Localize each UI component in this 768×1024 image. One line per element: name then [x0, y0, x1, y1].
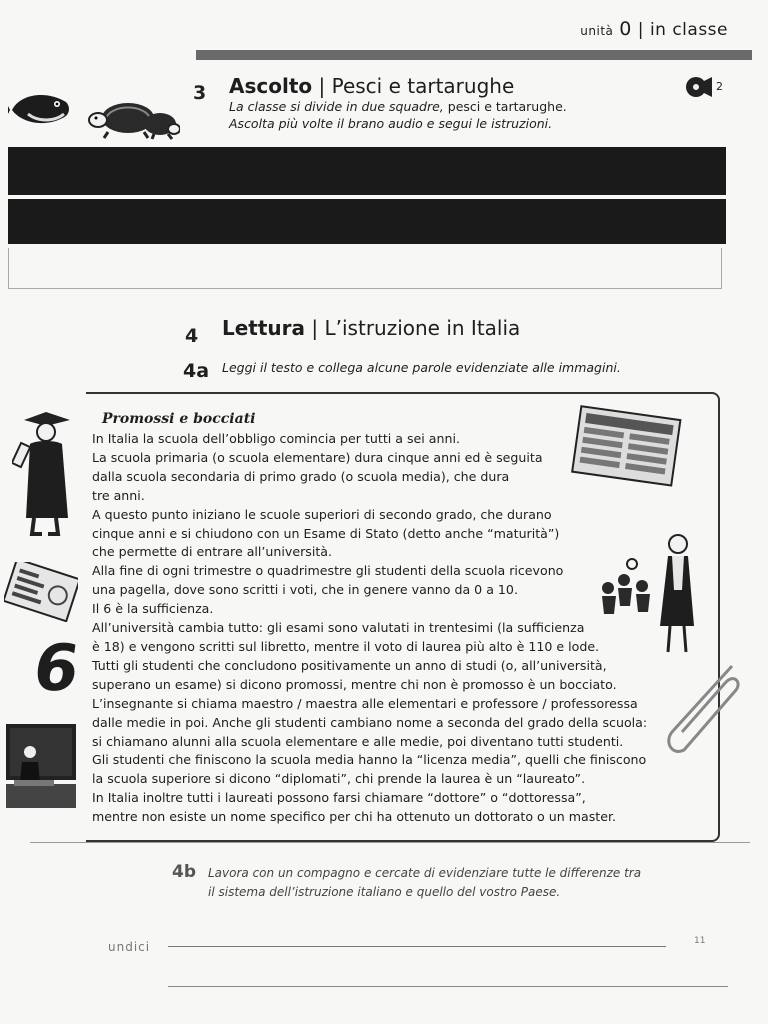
reading-line: All’università cambia tutto: gli esami sono valutati in trentesimi (la sufficienza	[92, 620, 585, 636]
reading-line: dalle medie in poi. Anche gli studenti cambiano nome a seconda del grado della scuola:	[92, 714, 648, 730]
reading-line: tre anni.	[92, 487, 145, 503]
section-4-title	[222, 316, 520, 340]
big-grade-six: 6	[28, 632, 84, 706]
audio-cd-icon	[684, 75, 714, 99]
reading-line: A questo punto iniziano le scuole superiori di secondo grado, che durano	[92, 506, 552, 522]
section-4a-instruction	[222, 360, 621, 375]
header-rule	[196, 50, 752, 60]
reading-line: Gli studenti che finiscono la scuola media hanno la “licenza media”, quelli che finiscono	[92, 752, 647, 768]
section-4-title-bold: Lettura	[222, 316, 306, 340]
paperclip-illustration	[662, 660, 742, 764]
reading-line: La scuola primaria (o scuola elementare) dura cinque anni ed è seguita	[92, 449, 543, 465]
reading-line: Il 6 è la sufficienza.	[92, 601, 214, 617]
reading-line: Tutti gli studenti che concludono positivamente un anno di studi (o, all’università,	[92, 657, 607, 673]
reading-title: Promossi e bocciati	[102, 411, 256, 427]
section-3-title-rest: Pesci e tartarughe	[331, 74, 515, 98]
section-4-number: 4	[185, 325, 199, 347]
reading-line: che permette di entrare all’università.	[92, 544, 332, 560]
fish-illustration	[8, 84, 74, 134]
reading-line: mentre non esiste un nome specifico per chi ha ottenuto un dottorato o un master.	[92, 809, 616, 825]
footer-page-word: undici	[108, 940, 151, 954]
section-3-title-bold: Ascolto	[229, 74, 313, 98]
section-4a-instruction-text: Leggi il testo e collega alcune parole evidenziate alle immagini.	[222, 360, 621, 375]
reading-line: L’insegnante si chiama maestro / maestra alle elementari e professore / professoressa	[92, 695, 638, 711]
reading-line: superano un esame) si dicono promossi, mentre chi non è promosso è un bocciato.	[92, 676, 617, 692]
footer-page-number: 11	[694, 936, 706, 946]
empty-frame	[8, 248, 722, 289]
reading-line: In Italia la scuola dell’obbligo comincia per tutti a sei anni.	[92, 431, 460, 446]
section-4b-instruction	[208, 864, 678, 902]
reading-line: la scuola superiore si dicono “diplomati”, chi prende la laurea è un “laureato”.	[92, 771, 586, 787]
instruction-line-2: Ascolta più volte il brano audio e segui le istruzioni.	[229, 116, 553, 131]
section-3-title	[229, 74, 514, 98]
unit-word: unità	[580, 24, 614, 38]
instruction-line-1-italic: La classe si divide in due squadre,	[229, 99, 444, 114]
reading-line: si chiamano alunni alla scuola elementare e alle medie, poi diventano tutti studenti.	[92, 733, 624, 749]
instruction-line-1-plain: pesci e tartarughe.	[447, 99, 567, 114]
section-4b-number: 4b	[172, 862, 196, 882]
classroom-teacher-illustration	[4, 722, 80, 814]
section-3-instructions	[229, 98, 567, 132]
section-4b-line-1: Lavora con un compagno e cercate di evidenziare tutte le differenze tra	[208, 866, 642, 880]
section-divider	[30, 842, 750, 843]
footer-rule	[168, 986, 728, 987]
footer-rule	[168, 946, 666, 947]
redacted-band	[8, 147, 726, 195]
section-4b-line-2: il sistema dell’istruzione italiano e quello del vostro Paese.	[208, 885, 561, 899]
title-separator: |	[311, 316, 319, 340]
reading-line: è 18) e vengono scritti sul libretto, mentre il voto di laurea più alto è 110 e lode.	[92, 638, 600, 654]
reading-line: dalla scuola secondaria di primo grado (o scuola media), che dura	[92, 468, 510, 484]
title-separator: |	[318, 74, 326, 98]
section-4a-number: 4a	[183, 360, 210, 382]
unit-title: in classe	[649, 20, 728, 40]
unit-label	[580, 18, 728, 40]
reading-line: una pagella, dove sono scritti i voti, che in genere vanno da 0 a 10.	[92, 582, 518, 598]
unit-separator: |	[637, 20, 645, 40]
turtles-illustration	[88, 96, 180, 140]
unit-number: 0	[619, 18, 632, 40]
reading-line: Alla fine di ogni trimestre o quadrimestre gli studenti della scuola ricevono	[92, 563, 564, 579]
redacted-band	[8, 199, 726, 244]
audio-track-number: 2	[716, 80, 723, 93]
reading-text	[92, 430, 648, 827]
section-4-title-rest: L’istruzione in Italia	[324, 316, 521, 340]
report-card-illustration	[568, 405, 686, 491]
section-3-number: 3	[193, 82, 207, 104]
reading-line: cinque anni e si chiudono con un Esame di Stato (detto anche “maturità”)	[92, 525, 560, 541]
graduate-illustration	[12, 410, 86, 540]
reading-line: In Italia inoltre tutti i laureati possono farsi chiamare “dottore” o “dottoressa”,	[92, 790, 586, 806]
teacher-with-students-illustration	[598, 530, 710, 660]
grades-booklet-illustration	[4, 562, 78, 622]
